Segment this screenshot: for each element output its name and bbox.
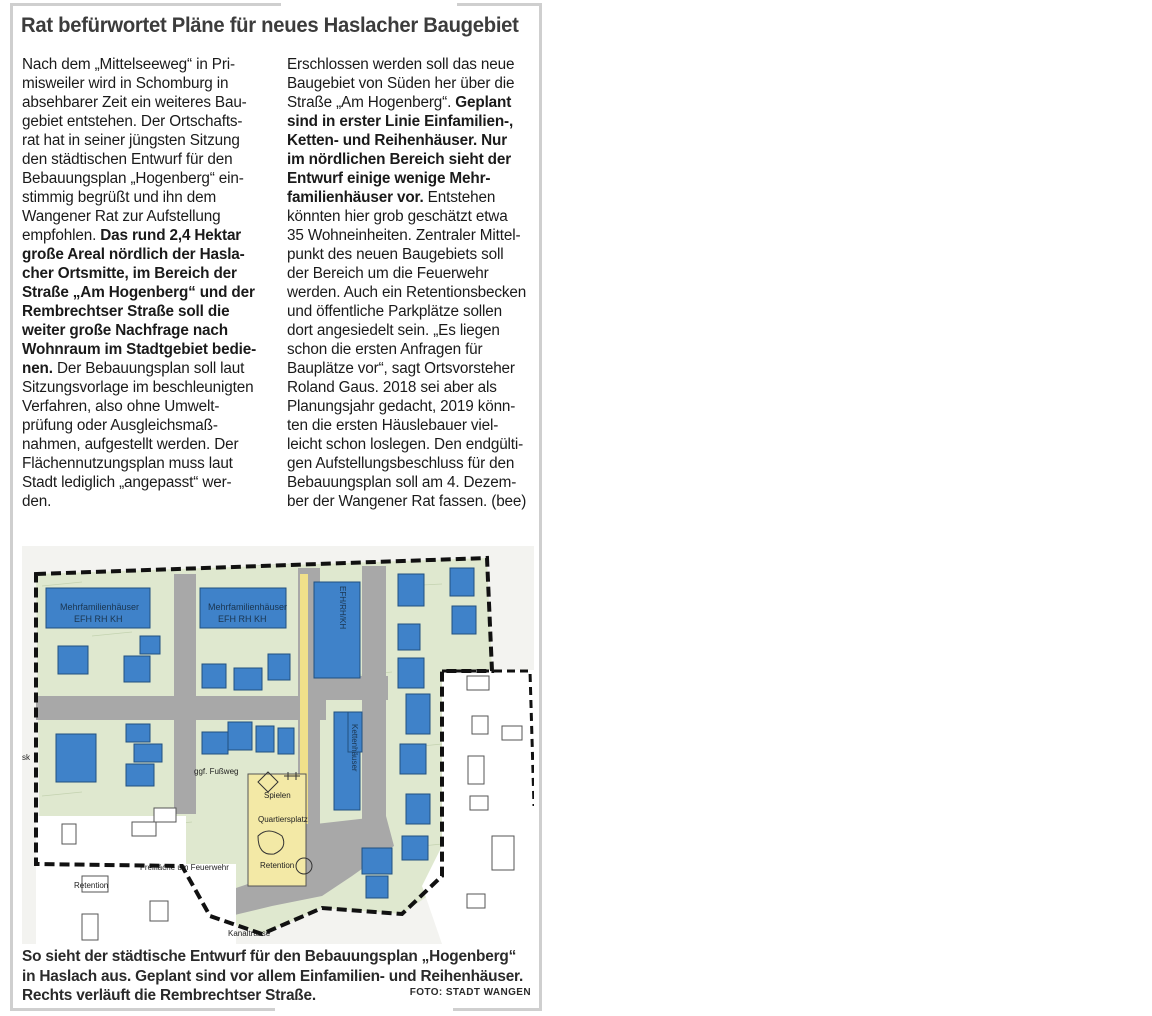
article-line: der Bereich um die Feuerwehr	[287, 265, 489, 282]
article-line: Rembrechtser Straße soll die	[22, 303, 230, 320]
plan-edge-mark: sk	[22, 753, 30, 762]
article-column-2	[287, 55, 539, 511]
article-line: Sitzungsvorlage im beschleunigten	[22, 379, 254, 396]
article-line: gen Aufstellungsbeschluss für den	[287, 455, 515, 472]
plan-label-quartiersplatz: Quartiersplatz	[258, 815, 308, 824]
article-line: absehbarer Zeit ein weiteres Bau-	[22, 94, 247, 111]
plan-label-retention-left: Retention	[74, 881, 109, 890]
plan-label-kanaltrasse: Kanaltrasse	[228, 929, 271, 938]
article-headline: Rat befürwortet Pläne für neues Haslacher Baugebiet	[21, 14, 519, 37]
article-line: prüfung oder Ausgleichsmaß-	[22, 417, 218, 434]
article-line: dort angesiedelt sein. „Es liegen	[287, 322, 500, 339]
article-line: sind in erster Linie Einfamilien-,	[287, 113, 514, 130]
article-line: rat hat in seiner jüngsten Sitzung	[22, 132, 240, 149]
article-line: Straße „Am Hogenberg“. Geplant	[287, 94, 512, 111]
article-line: weiter große Nachfrage nach	[22, 322, 228, 339]
article-line: Bebauungsplan soll am 4. Dezem-	[287, 474, 517, 491]
article-line: den städtischen Entwurf für den	[22, 151, 233, 168]
article-line: könnten hier grob geschätzt etwa	[287, 208, 508, 225]
article-line: Straße „Am Hogenberg“ und der	[22, 284, 255, 301]
article-line: stimmig begrüßt und ihn dem	[22, 189, 217, 206]
plan-label-efh-vertical: EFH/RH/KH	[338, 586, 347, 630]
article-line: Entwurf einige wenige Mehr-	[287, 170, 491, 187]
article-line: Bauplätze vor“, sagt Ortsvorsteher	[287, 360, 515, 377]
plan-label-kettenhaus: Kettenhäuser	[350, 724, 359, 772]
article-line: Verfahren, also ohne Umwelt-	[22, 398, 220, 415]
article-line: schon die ersten Anfragen für	[287, 341, 483, 358]
article-line: 35 Wohneinheiten. Zentraler Mittel-	[287, 227, 521, 244]
article-line: leicht schon loslegen. Den endgülti-	[287, 436, 524, 453]
article-line: Wangener Rat zur Aufstellung	[22, 208, 221, 225]
article-line: cher Ortsmitte, im Bereich der	[22, 265, 237, 282]
plan-label-feuerwehr: Freifläche um Feuerwehr	[140, 863, 229, 872]
plan-label-mfh2-sub: EFH RH KH	[218, 614, 267, 624]
article-line: familienhäuser vor. Entstehen	[287, 189, 496, 206]
plan-label-spielen: Spielen	[264, 791, 291, 800]
frame-gap-bottom	[275, 1008, 453, 1011]
newspaper-clipping	[10, 3, 542, 1011]
article-line: misweiler wird in Schomburg in	[22, 75, 229, 92]
photo-credit: FOTO: STADT WANGEN	[409, 987, 531, 998]
article-line: und öffentliche Parkplätze sollen	[287, 303, 503, 320]
article-line: Erschlossen werden soll das neue	[287, 56, 515, 73]
article-line: Nach dem „Mittelseeweg“ in Pri-	[22, 56, 235, 73]
article-column-1	[22, 55, 272, 511]
plan-label-mfh2: Mehrfamilienhäuser	[208, 602, 288, 612]
article-line: ber der Wangener Rat fassen. (bee)	[287, 493, 527, 510]
caption-line-3: Rechts verläuft die Rembrechtser Straße.	[22, 987, 316, 1004]
article-line: werden. Auch ein Retentionsbecken	[287, 284, 527, 301]
article-line: nahmen, aufgestellt werden. Der	[22, 436, 239, 453]
article-line: Ketten- und Reihenhäuser. Nur	[287, 132, 508, 149]
article-line: nen. Der Bebauungsplan soll laut	[22, 360, 245, 377]
article-line: Bebauungsplan „Hogenberg“ ein-	[22, 170, 244, 187]
article-line: Roland Gaus. 2018 sei aber als	[287, 379, 497, 396]
frame-gap-top	[281, 3, 457, 6]
article-line: punkt des neuen Baugebiets soll	[287, 246, 504, 263]
plan-label-fussweg: ggf. Fußweg	[194, 767, 239, 776]
article-line: ten die ersten Häuslebauer viel-	[287, 417, 499, 434]
caption-line-1: So sieht der städtische Entwurf für den Bebauungsplan „Hogenberg“	[22, 948, 517, 965]
article-line: gebiet entstehen. Der Ortschafts-	[22, 113, 243, 130]
article-line: Wohnraum im Stadtgebiet bedie-	[22, 341, 257, 358]
article-line: Baugebiet von Süden her über die	[287, 75, 515, 92]
article-line: Planungsjahr gedacht, 2019 könn-	[287, 398, 516, 415]
plan-label-mfh1: Mehrfamilienhäuser	[60, 602, 140, 612]
article-line: Stadt lediglich „angepasst“ wer-	[22, 474, 232, 491]
plan-label-mfh1-sub: EFH RH KH	[74, 614, 123, 624]
site-plan-image	[22, 546, 534, 944]
article-line: im nördlichen Bereich sieht der	[287, 151, 512, 168]
article-line: Flächennutzungsplan muss laut	[22, 455, 233, 472]
plan-label-retention-basin: Retention	[260, 861, 295, 870]
article-line: große Areal nördlich der Hasla-	[22, 246, 245, 263]
article-line: den.	[22, 493, 52, 510]
site-plan-drawing	[22, 546, 534, 944]
article-line: empfohlen. Das rund 2,4 Hektar	[22, 227, 242, 244]
caption-line-2: in Haslach aus. Geplant sind vor allem Einfamilien- und Reihenhäuser.	[22, 967, 524, 985]
